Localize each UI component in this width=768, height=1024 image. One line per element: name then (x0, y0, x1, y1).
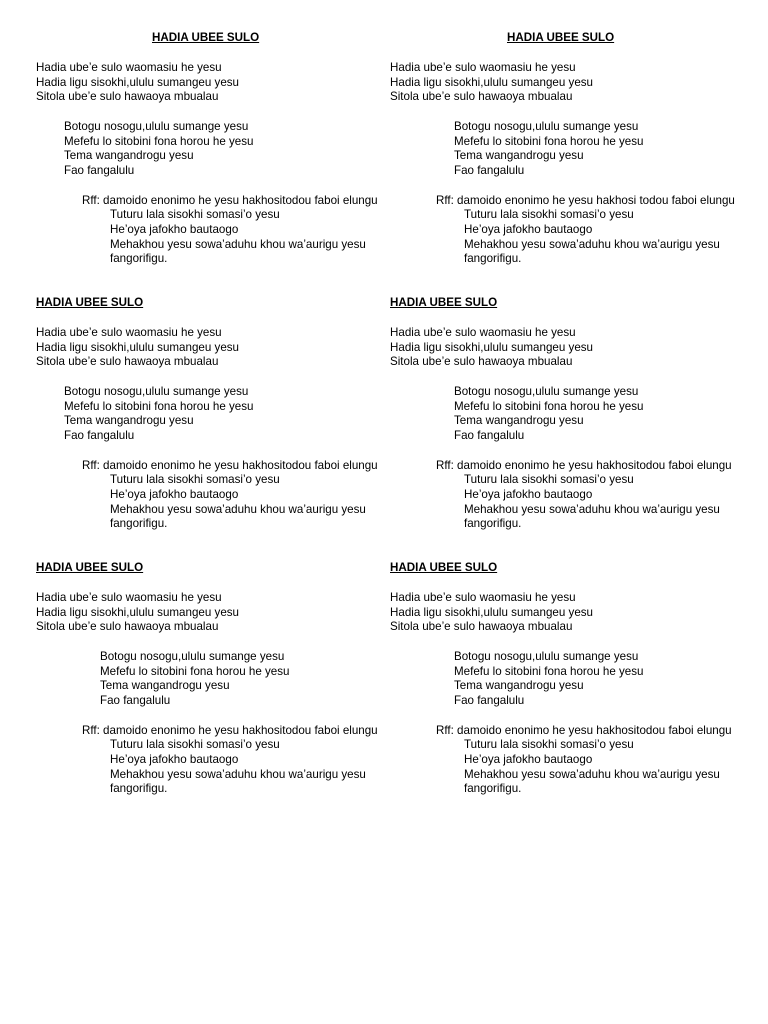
verse-line: Hadia ligu sisokhi,ululu sumangeu yesu (390, 75, 594, 89)
refrain-heading: Rff: damoido enonimo he yesu hakhositodou faboi elungu (82, 193, 378, 207)
stanza-line: Tema wangandrogu yesu (100, 679, 230, 693)
verse-line: Hadia ligu sisokhi,ululu sumangeu yesu (36, 340, 240, 354)
verse-line: Sitola ube’e sulo hawaoya mbualau (390, 620, 573, 634)
chorus-line: Tuturu lala sisokhi somasi’o yesu (110, 208, 280, 222)
stanza-line: Tema wangandrogu yesu (64, 149, 194, 163)
chorus (36, 724, 386, 797)
chorus-line: He’oya jafokho bautaogo (464, 753, 593, 767)
stanza-line: Botogu nosogu,ululu sumange yesu (64, 385, 249, 399)
song-block (390, 561, 740, 797)
verse-line: Hadia ligu sisokhi,ululu sumangeu yesu (36, 605, 240, 619)
verse (390, 591, 740, 635)
stanza (390, 385, 740, 444)
verse (36, 326, 386, 370)
song-title: HADIA UBEE SULO (507, 31, 615, 44)
chorus-line: He’oya jafokho bautaogo (110, 488, 239, 502)
chorus-line: Mehakhou yesu sowa’aduhu khou wa’aurigu yesu fangorifigu. (464, 237, 720, 266)
verse (390, 326, 740, 370)
stanza (36, 120, 386, 179)
song-title: HADIA UBEE SULO (36, 296, 144, 309)
chorus (390, 724, 740, 797)
stanza-line: Fao fangalulu (100, 694, 171, 708)
verse-line: Hadia ligu sisokhi,ululu sumangeu yesu (390, 605, 594, 619)
stanza-line: Tema wangandrogu yesu (454, 149, 584, 163)
verse-line: Sitola ube’e sulo hawaoya mbualau (390, 355, 573, 369)
chorus (390, 194, 740, 267)
verse (36, 591, 386, 635)
stanza-line: Fao fangalulu (454, 429, 525, 443)
stanza-line: Tema wangandrogu yesu (64, 414, 194, 428)
song-title: HADIA UBEE SULO (152, 31, 260, 44)
verse-line: Hadia ube’e sulo waomasiu he yesu (36, 326, 222, 339)
verse-line: Hadia ube’e sulo waomasiu he yesu (390, 591, 576, 604)
chorus-line: Mehakhou yesu sowa’aduhu khou wa’aurigu yesu fangorifigu. (110, 502, 366, 531)
chorus-line: Mehakhou yesu sowa’aduhu khou wa’aurigu yesu fangorifigu. (464, 767, 720, 796)
stanza-line: Tema wangandrogu yesu (454, 679, 584, 693)
verse-line: Sitola ube’e sulo hawaoya mbualau (36, 620, 219, 634)
verse (390, 61, 740, 105)
verse-line: Hadia ube’e sulo waomasiu he yesu (36, 591, 222, 604)
refrain-heading: Rff: damoido enonimo he yesu hakhositodou faboi elungu (436, 723, 732, 737)
song-block (36, 561, 386, 797)
stanza-line: Fao fangalulu (454, 164, 525, 178)
song-block (390, 31, 740, 267)
song-title: HADIA UBEE SULO (390, 296, 498, 309)
chorus-line: Mehakhou yesu sowa’aduhu khou wa’aurigu yesu fangorifigu. (110, 237, 366, 266)
stanza-line: Botogu nosogu,ululu sumange yesu (454, 120, 639, 134)
refrain-heading: Rff: damoido enonimo he yesu hakhosi todou faboi elungu (436, 193, 735, 207)
song-title: HADIA UBEE SULO (390, 561, 498, 574)
stanza-line: Tema wangandrogu yesu (454, 414, 584, 428)
stanza-line: Mefefu lo sitobini fona horou he yesu (454, 664, 644, 678)
stanza (390, 120, 740, 179)
stanza-line: Fao fangalulu (64, 164, 135, 178)
chorus-line: Mehakhou yesu sowa’aduhu khou wa’aurigu yesu fangorifigu. (464, 502, 720, 531)
stanza-line: Botogu nosogu,ululu sumange yesu (454, 385, 639, 399)
song-title: HADIA UBEE SULO (36, 561, 144, 574)
refrain-heading: Rff: damoido enonimo he yesu hakhositodou faboi elungu (82, 458, 378, 472)
stanza-line: Botogu nosogu,ululu sumange yesu (454, 650, 639, 664)
chorus-line: He’oya jafokho bautaogo (110, 223, 239, 237)
stanza-line: Mefefu lo sitobini fona horou he yesu (64, 134, 254, 148)
song-block (390, 296, 740, 532)
verse-line: Sitola ube’e sulo hawaoya mbualau (390, 90, 573, 104)
verse-line: Hadia ligu sisokhi,ululu sumangeu yesu (36, 75, 240, 89)
stanza (36, 650, 386, 709)
stanza-line: Botogu nosogu,ululu sumange yesu (100, 650, 285, 664)
stanza-line: Botogu nosogu,ululu sumange yesu (64, 120, 249, 134)
stanza-line: Mefefu lo sitobini fona horou he yesu (100, 664, 290, 678)
song-block (36, 296, 386, 532)
chorus-line: Tuturu lala sisokhi somasi’o yesu (110, 738, 280, 752)
verse-line: Hadia ube’e sulo waomasiu he yesu (390, 326, 576, 339)
chorus-line: He’oya jafokho bautaogo (110, 753, 239, 767)
verse-line: Sitola ube’e sulo hawaoya mbualau (36, 90, 219, 104)
chorus-line: Tuturu lala sisokhi somasi’o yesu (110, 473, 280, 487)
chorus (36, 194, 386, 267)
verse (36, 61, 386, 105)
stanza-line: Mefefu lo sitobini fona horou he yesu (454, 134, 644, 148)
refrain-heading: Rff: damoido enonimo he yesu hakhositodou faboi elungu (436, 458, 732, 472)
chorus (36, 459, 386, 532)
chorus-line: He’oya jafokho bautaogo (464, 223, 593, 237)
verse-line: Sitola ube’e sulo hawaoya mbualau (36, 355, 219, 369)
stanza-line: Mefefu lo sitobini fona horou he yesu (454, 399, 644, 413)
stanza-line: Mefefu lo sitobini fona horou he yesu (64, 399, 254, 413)
chorus-line: Tuturu lala sisokhi somasi’o yesu (464, 473, 634, 487)
song-block (36, 31, 386, 267)
verse-line: Hadia ube’e sulo waomasiu he yesu (36, 61, 222, 74)
refrain-heading: Rff: damoido enonimo he yesu hakhositodou faboi elungu (82, 723, 378, 737)
chorus-line: Mehakhou yesu sowa’aduhu khou wa’aurigu yesu fangorifigu. (110, 767, 366, 796)
stanza (36, 385, 386, 444)
stanza-line: Fao fangalulu (454, 694, 525, 708)
verse-line: Hadia ligu sisokhi,ululu sumangeu yesu (390, 340, 594, 354)
chorus-line: Tuturu lala sisokhi somasi’o yesu (464, 738, 634, 752)
chorus-line: Tuturu lala sisokhi somasi’o yesu (464, 208, 634, 222)
verse-line: Hadia ube’e sulo waomasiu he yesu (390, 61, 576, 74)
chorus (390, 459, 740, 532)
stanza (390, 650, 740, 709)
stanza-line: Fao fangalulu (64, 429, 135, 443)
chorus-line: He’oya jafokho bautaogo (464, 488, 593, 502)
